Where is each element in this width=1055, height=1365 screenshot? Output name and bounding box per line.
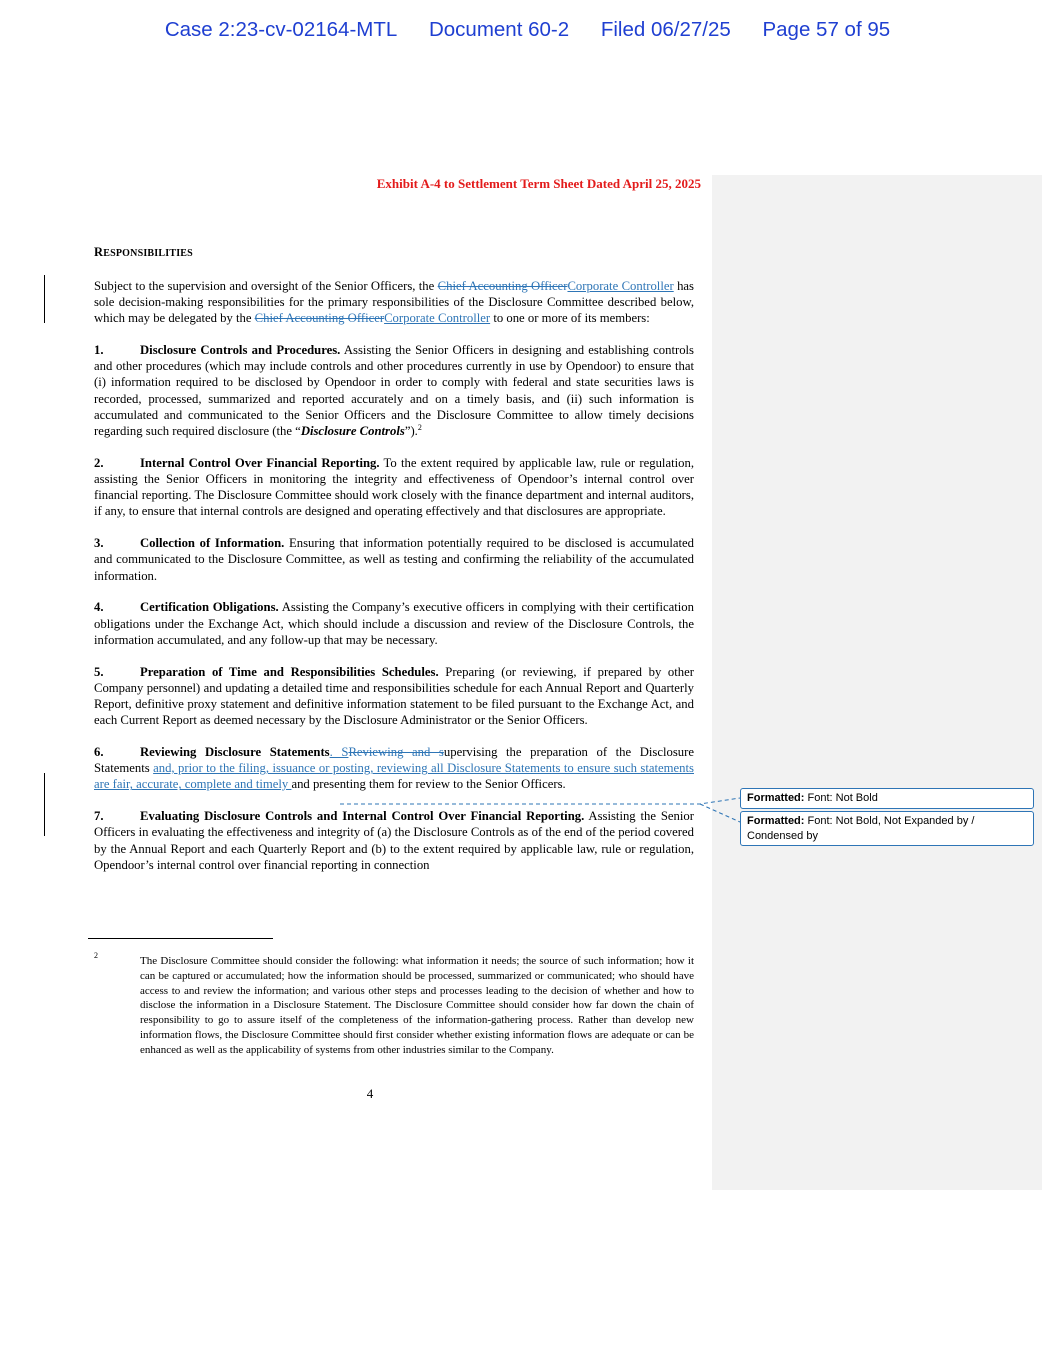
section-heading: RESPONSIBILITIES (94, 245, 193, 259)
footnote-mark: 2 (94, 951, 98, 960)
deleted-text: Chief Accounting Officer (254, 311, 385, 326)
page-number: 4 (366, 1086, 374, 1101)
responsibility-item-4: 4. Certification Obligations. Assisting the Company’s executive officers in complying with their certification obligations under the Exchange Act, which should include a discussion and review of the Disclosure Controls, the information accumulated, and any follow-up that may be necessary. (94, 600, 694, 647)
filed-date: Filed 06/27/25 (600, 18, 731, 41)
footnote-text: The Disclosure Committee should consider the following: what information it needs; the source of such information; how it can be captured or accumulated; how the information should be processed, summarized or communicated; who should have access to and review the information; and various other steps and processes leading to the decision of whether and how to disclose the information in a Disclosure Statement. The Disclosure Committee should consider how far down the chain of responsibility to go to assure itself of the completeness of the information-gathering process. Rather than develop new information flows, the Disclosure Committee should first consider whether existing information flows are adequate or can be enhanced as well as the applicability of systems from other industries similar to the Company. (140, 955, 694, 1056)
inserted-text: and, prior to the filing, issuance or posting, reviewing all Disclosure Statements to ensure such statements are fair, accurate, complete and timely (94, 761, 694, 792)
responsibility-item-1: 1. Disclosure Controls and Procedures. Assisting the Senior Officers in designing and establishing controls and other procedures (which may include controls and other procedures currently in use by Opendoor) to ensure that (i) information required to be disclosed by Opendoor in order to comply with federal and state securities laws is recorded, processed, summarized and reported accurately and on a timely basis, and (ii) such information is accumulated and communicated to the Senior Officers and the Disclosure Committee to allow timely decisions regarding such required disclosure (the “Disclosure Controls”).$^2$ (94, 343, 694, 439)
format-comment-balloon[interactable]: Formatted: Font: Not Bold (740, 788, 1034, 809)
responsibility-item-5: 5. Preparation of Time and Responsibilities Schedules. Preparing (or reviewing, if prepared by other Company personnel) and updating a detailed time and responsibilities schedule for each Annual Report and Quarterly Report, definitive proxy statement and definitive information statement to be filed pursuant to the Exchange Act, and each Current Report as deemed necessary by the Disclosure Administrator or the Senior Officers. (94, 664, 695, 728)
document-number: Document 60-2 (428, 18, 570, 41)
inserted-text: . S (329, 745, 349, 760)
responsibility-item-2: 2. Internal Control Over Financial Reporting. To the extent required by applicable law, rule or regulation, assisting the Senior Officers in monitoring the integrity and effectiveness of Opendoor’s internal control over financial reporting. The Disclosure Committee should work closely with the finance department and internal auditors, if any, to ensure that internal controls are designed and operating effectively and that disclosures are appropriate. (94, 455, 694, 519)
format-comment-balloon[interactable]: Formatted: Font: Not Bold, Not Expanded by / Condensed by (740, 811, 1034, 846)
inserted-text: Corporate Controller (567, 278, 674, 293)
responsibility-item-3: 3. Collection of Information. Ensuring that information potentially required to be disclosed is accumulated and communicated to the Disclosure Committee, as well as testing and confirming the reliability of the accumulated information. (94, 536, 694, 583)
responsibility-item-6: 6. Reviewing Disclosure Statements. SReviewing and supervising the preparation of the Disclosure Statements and, prior to the filing, issuance or posting, reviewing all Disclosure Statements to ensure such statements are fair, accurate, complete and timely and presenting them for review to the Senior Officers. (94, 745, 694, 792)
exhibit-title: Exhibit A-4 to Settlement Term Sheet Dated April 25, 2025 (376, 176, 701, 191)
page-indicator: Page 57 of 95 (762, 18, 891, 41)
case-number: Case 2:23-cv-02164-MTL (164, 18, 398, 41)
responsibility-item-7: 7. Evaluating Disclosure Controls and Internal Control Over Financial Reporting. Assisting the Senior Officers in evaluating the effectiveness and integrity of (a) the Disclosure Controls as of the end of the period covered by the Annual Report and each Quarterly Report and (b) to the extent required by applicable law, rule or regulation, Opendoor’s internal control over financial reporting in connection (94, 809, 694, 872)
deleted-text: Reviewing and s (348, 745, 444, 760)
inserted-text: Corporate Controller (384, 311, 491, 326)
deleted-text: Chief Accounting Officer (437, 278, 568, 293)
intro-paragraph: Subject to the supervision and oversight of the Senior Officers, the Chief Accounting OfficerCorporate Controller has sole decision-making responsibilities for the primary responsibilities of the Disclosure Committee described below, which may be delegated by the Chief Accounting OfficerCorporate Controller to one or more of its members: (94, 278, 694, 326)
footnote-ref[interactable]: 2 (417, 422, 422, 432)
